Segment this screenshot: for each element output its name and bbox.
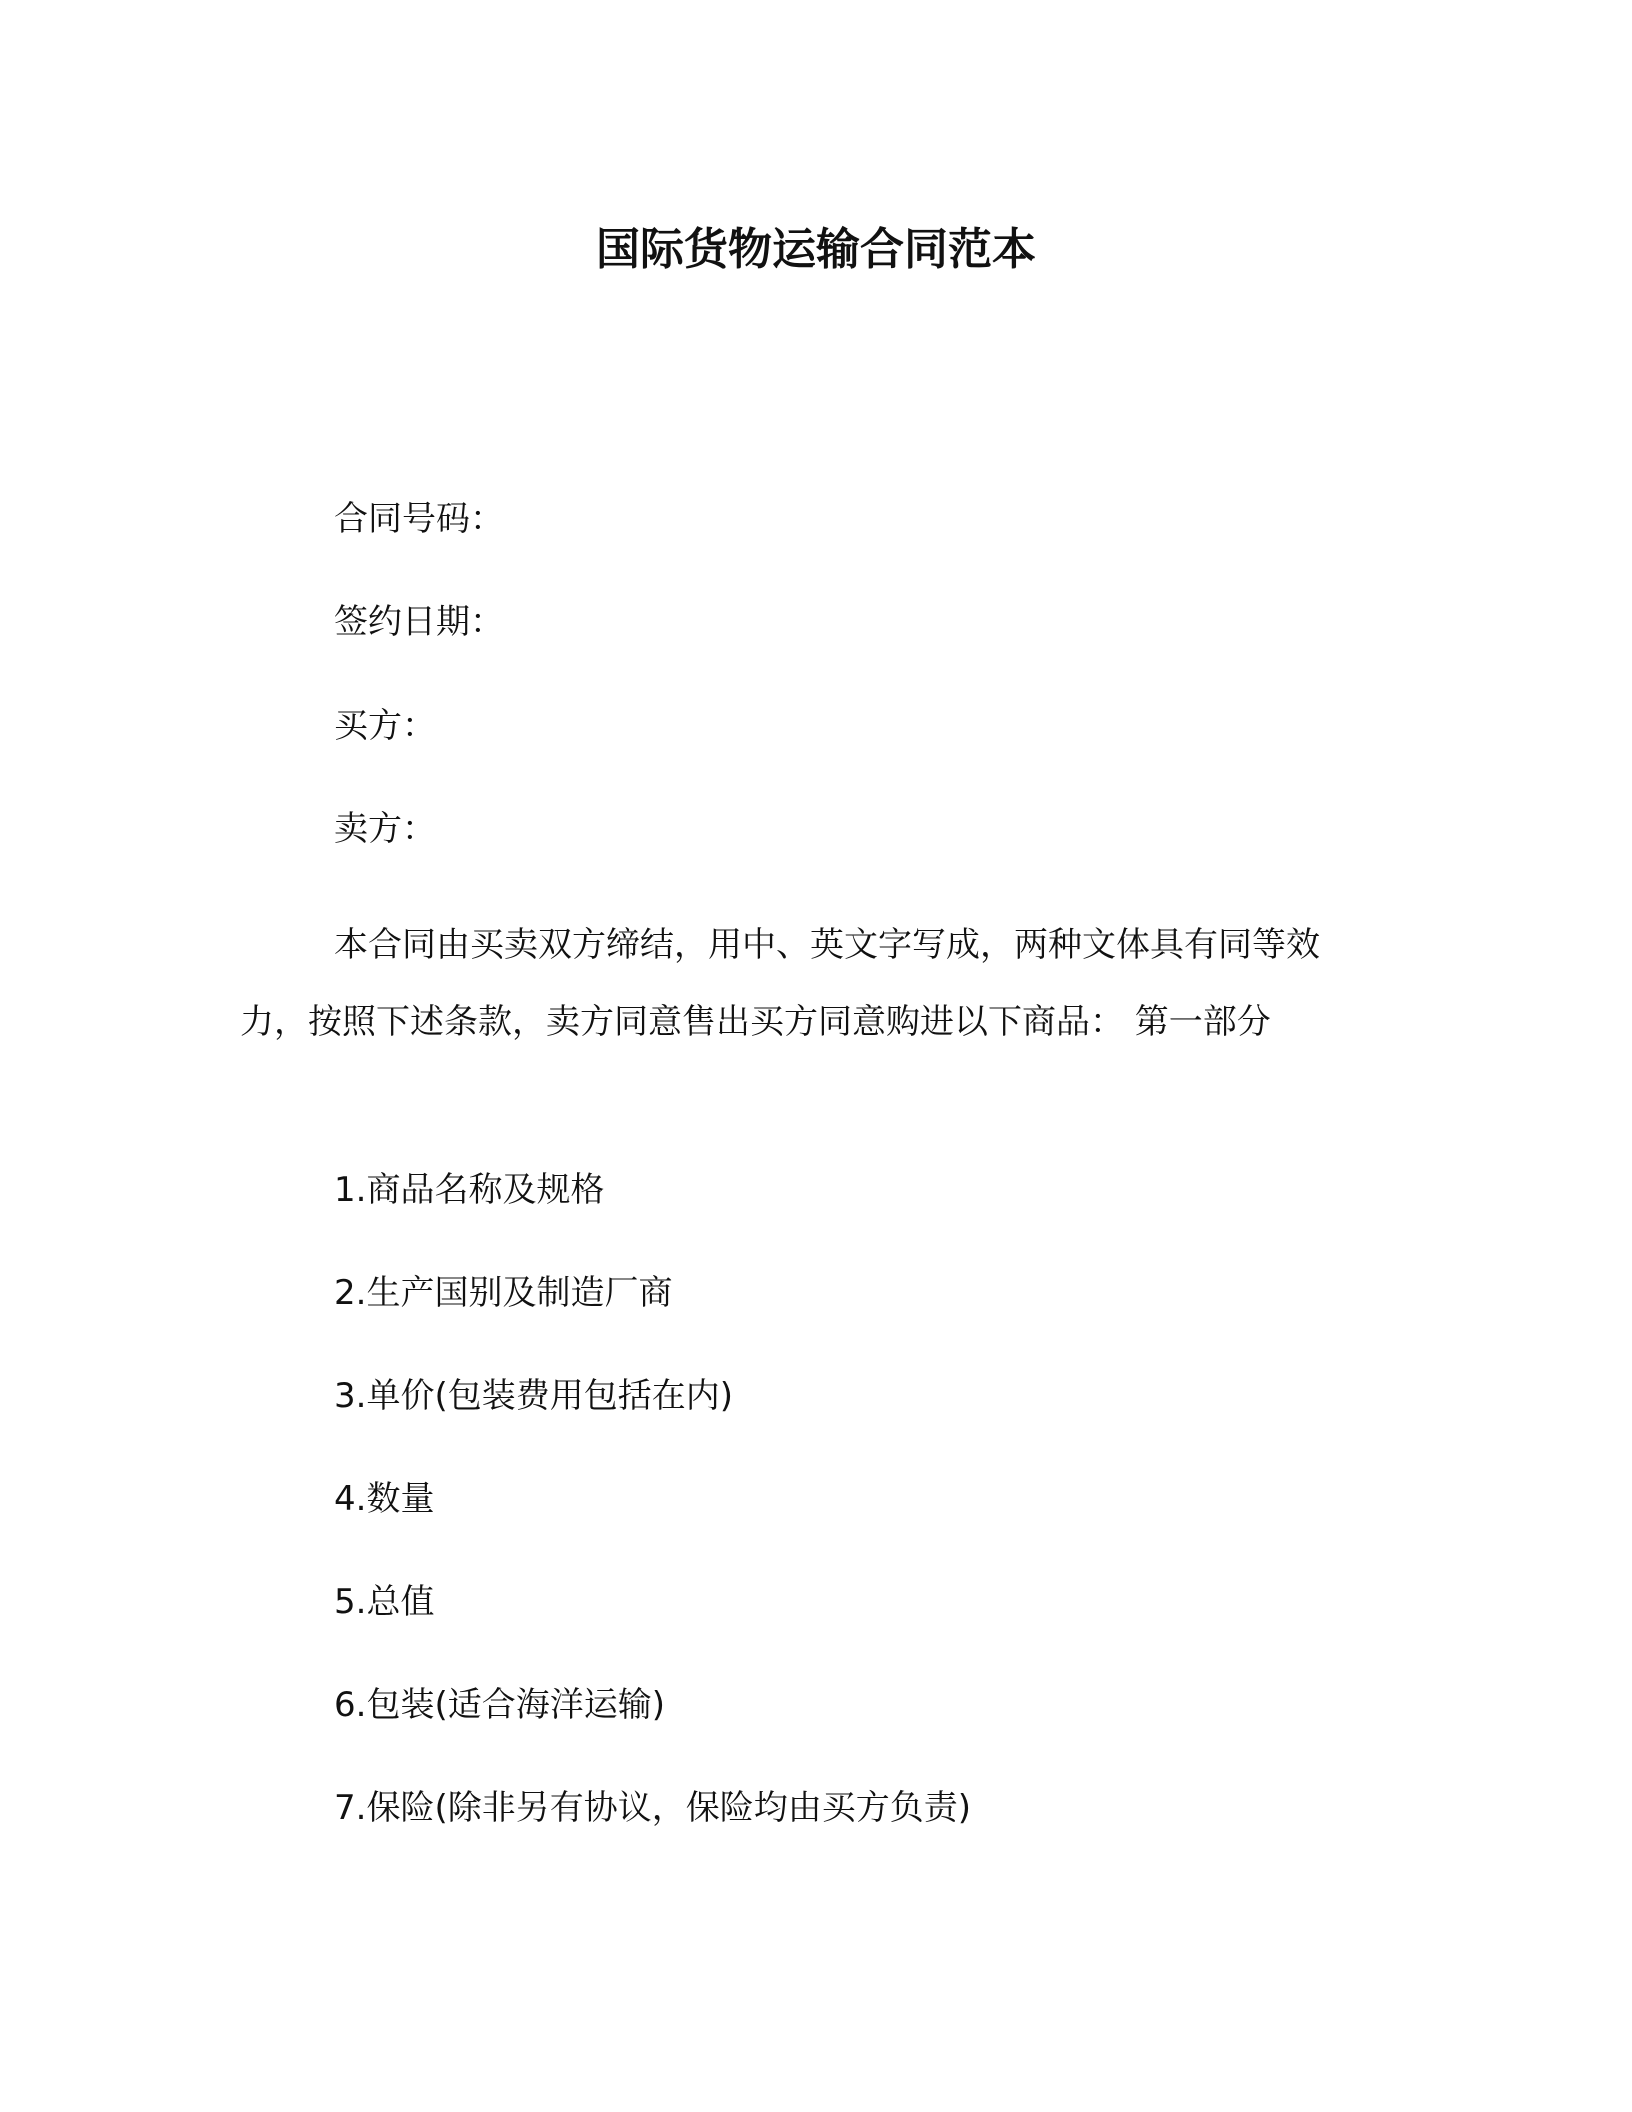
list-item: 5.总值 [334, 1582, 435, 1622]
list-item: 4.数量 [334, 1479, 435, 1519]
list-item: 2.生产国别及制造厂商 [334, 1273, 673, 1313]
list-item: 7.保险(除非另有协议，保险均由买方负责) [334, 1788, 971, 1828]
intro-paragraph: 本合同由买卖双方缔结，用中、英文字写成，两种文体具有同等效力，按照下述条款，卖方同意售出买方同意购进以下商品： 第一部分 [240, 925, 1320, 1042]
field-sign-date: 签约日期： [334, 602, 504, 642]
document-title: 国际货物运输合同范本 [596, 224, 1036, 275]
list-item: 6.包装(适合海洋运输) [334, 1685, 665, 1725]
list-item: 1.商品名称及规格 [334, 1170, 605, 1210]
field-buyer: 买方： [334, 706, 436, 746]
field-contract-no: 合同号码： [334, 499, 504, 539]
field-seller: 卖方： [334, 809, 436, 849]
list-item: 3.单价(包装费用包括在内) [334, 1376, 733, 1416]
